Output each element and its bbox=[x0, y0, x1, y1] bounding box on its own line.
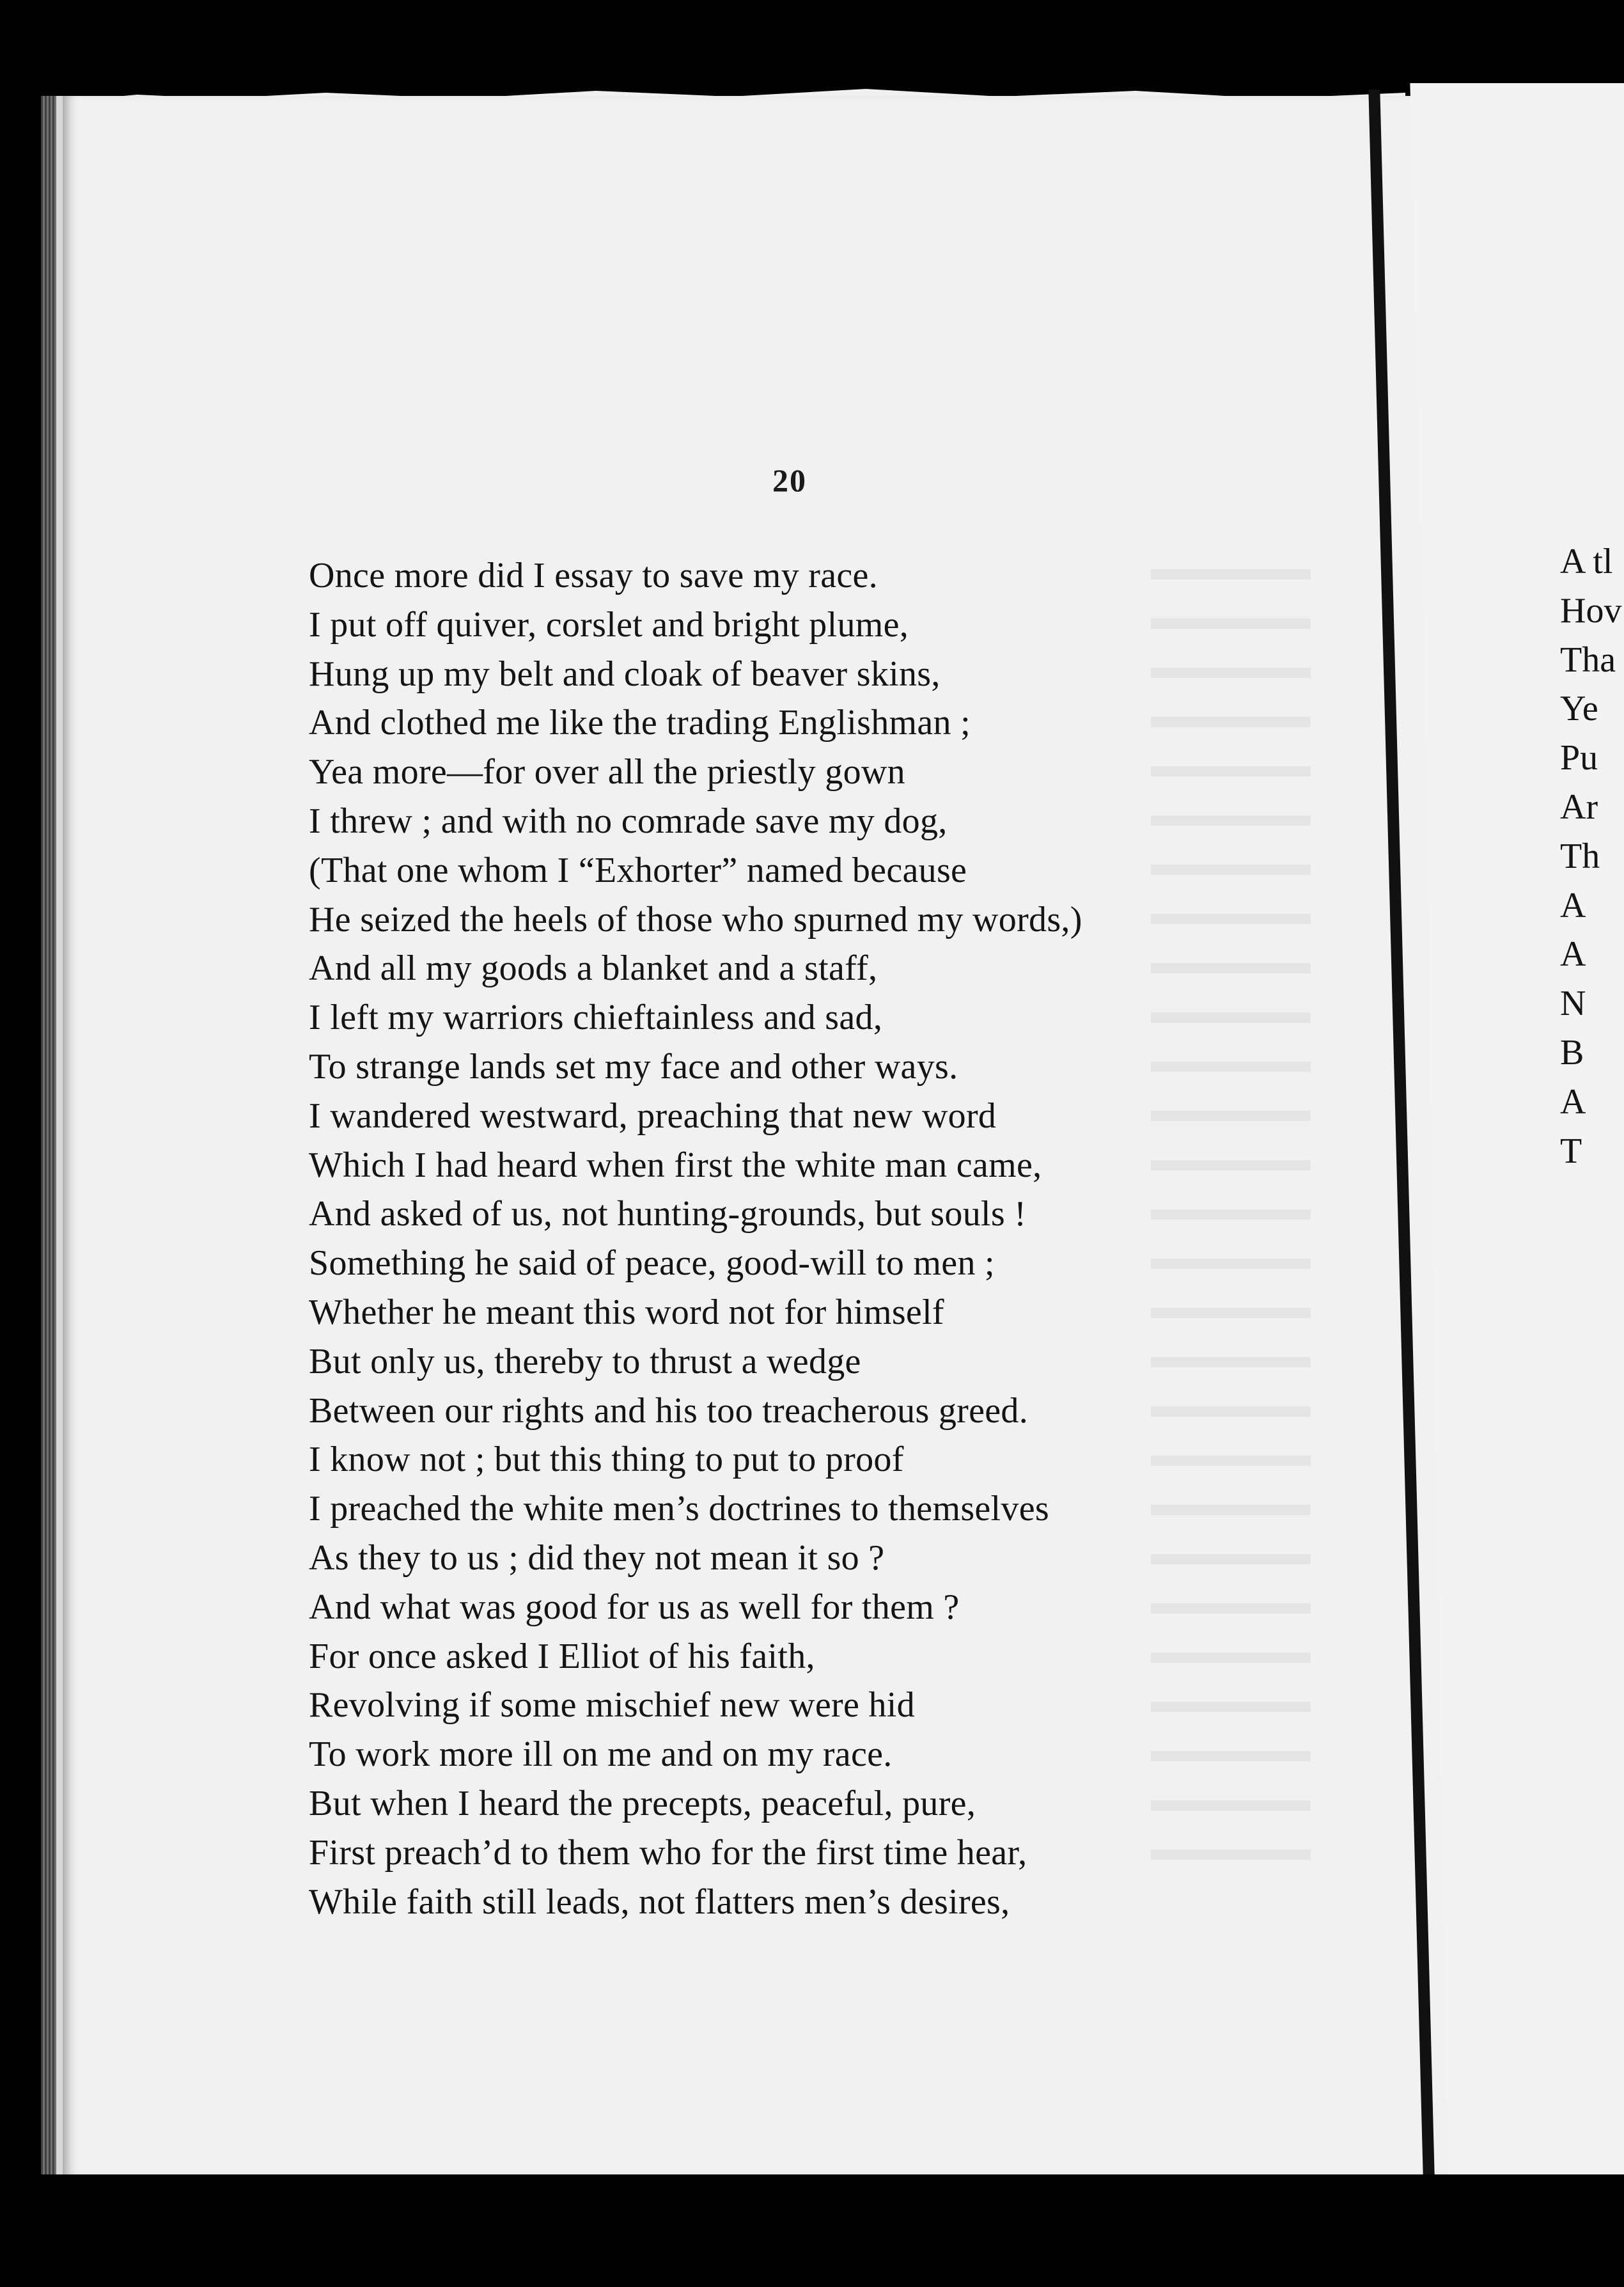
right-page-line: Tha bbox=[1560, 640, 1616, 680]
poem-line: Which I had heard when first the white man came, bbox=[309, 1145, 1042, 1185]
poem-line: While faith still leads, not flatters men’s desires, bbox=[309, 1882, 1010, 1922]
right-page-line: Pu bbox=[1560, 738, 1598, 778]
poem-line: For once asked I Elliot of his faith, bbox=[309, 1636, 815, 1676]
poem-line: To work more ill on me and on my race. bbox=[309, 1734, 893, 1775]
right-page-line: B bbox=[1560, 1032, 1584, 1073]
poem-line: And clothed me like the trading Englishman ; bbox=[309, 703, 971, 743]
right-page-line: Th bbox=[1560, 836, 1600, 876]
right-page-text bbox=[1560, 537, 1621, 1175]
poem-line: Whether he meant this word not for himself bbox=[309, 1292, 944, 1332]
right-page-line: A tl bbox=[1560, 542, 1613, 581]
poem-line: Between our rights and his too treacherous greed. bbox=[309, 1390, 1029, 1431]
poem-line: I know not ; but this thing to put to proof bbox=[309, 1440, 904, 1480]
poem-line: And all my goods a blanket and a staff, bbox=[309, 948, 878, 989]
poem-line: As they to us ; did they not mean it so ? bbox=[309, 1537, 885, 1578]
poem-line: To strange lands set my face and other ways. bbox=[309, 1046, 958, 1087]
poem-line: Once more did I essay to save my race. bbox=[309, 556, 878, 595]
poem-line: I put off quiver, corslet and bright plume, bbox=[309, 604, 909, 645]
poem-line: I preached the white men’s doctrines to themselves bbox=[309, 1489, 1049, 1529]
right-page-line: Hov bbox=[1560, 590, 1622, 631]
poem-line: I wandered westward, preaching that new word bbox=[309, 1096, 997, 1136]
poem-line: But only us, thereby to thrust a wedge bbox=[309, 1341, 861, 1381]
poem-line: First preach’d to them who for the first time hear, bbox=[309, 1832, 1027, 1873]
right-page-line: Ye bbox=[1560, 689, 1598, 729]
poem-text bbox=[309, 551, 1281, 1926]
poem-line: Something he said of peace, good-will to men ; bbox=[309, 1243, 995, 1284]
poem-line: (That one whom I “Exhorter” named because bbox=[309, 850, 967, 890]
poem-line: I left my warriors chieftainless and sad, bbox=[309, 998, 883, 1038]
poem-line: But when I heard the precepts, peaceful, pure, bbox=[309, 1783, 976, 1823]
poem-line: And what was good for us as well for them ? bbox=[309, 1587, 960, 1627]
right-page-line: A bbox=[1560, 1081, 1586, 1122]
poem-line: I threw ; and with no comrade save my dog, bbox=[309, 801, 948, 841]
right-page-line: A bbox=[1560, 885, 1586, 925]
page-number: 20 bbox=[772, 462, 807, 498]
right-page-line: T bbox=[1560, 1131, 1582, 1171]
poem-line: Hung up my belt and cloak of beaver skins, bbox=[309, 654, 941, 694]
poem-line: Revolving if some mischief new were hid bbox=[309, 1685, 915, 1725]
poem-line: And asked of us, not hunting-grounds, but souls ! bbox=[309, 1194, 1027, 1234]
poem-line: Yea more—for over all the priestly gown bbox=[309, 752, 905, 792]
right-page-line: N bbox=[1560, 984, 1586, 1024]
right-page-line: A bbox=[1560, 934, 1586, 975]
right-page-line: Ar bbox=[1560, 787, 1598, 827]
poem-line: He seized the heels of those who spurned my words,) bbox=[309, 899, 1082, 939]
